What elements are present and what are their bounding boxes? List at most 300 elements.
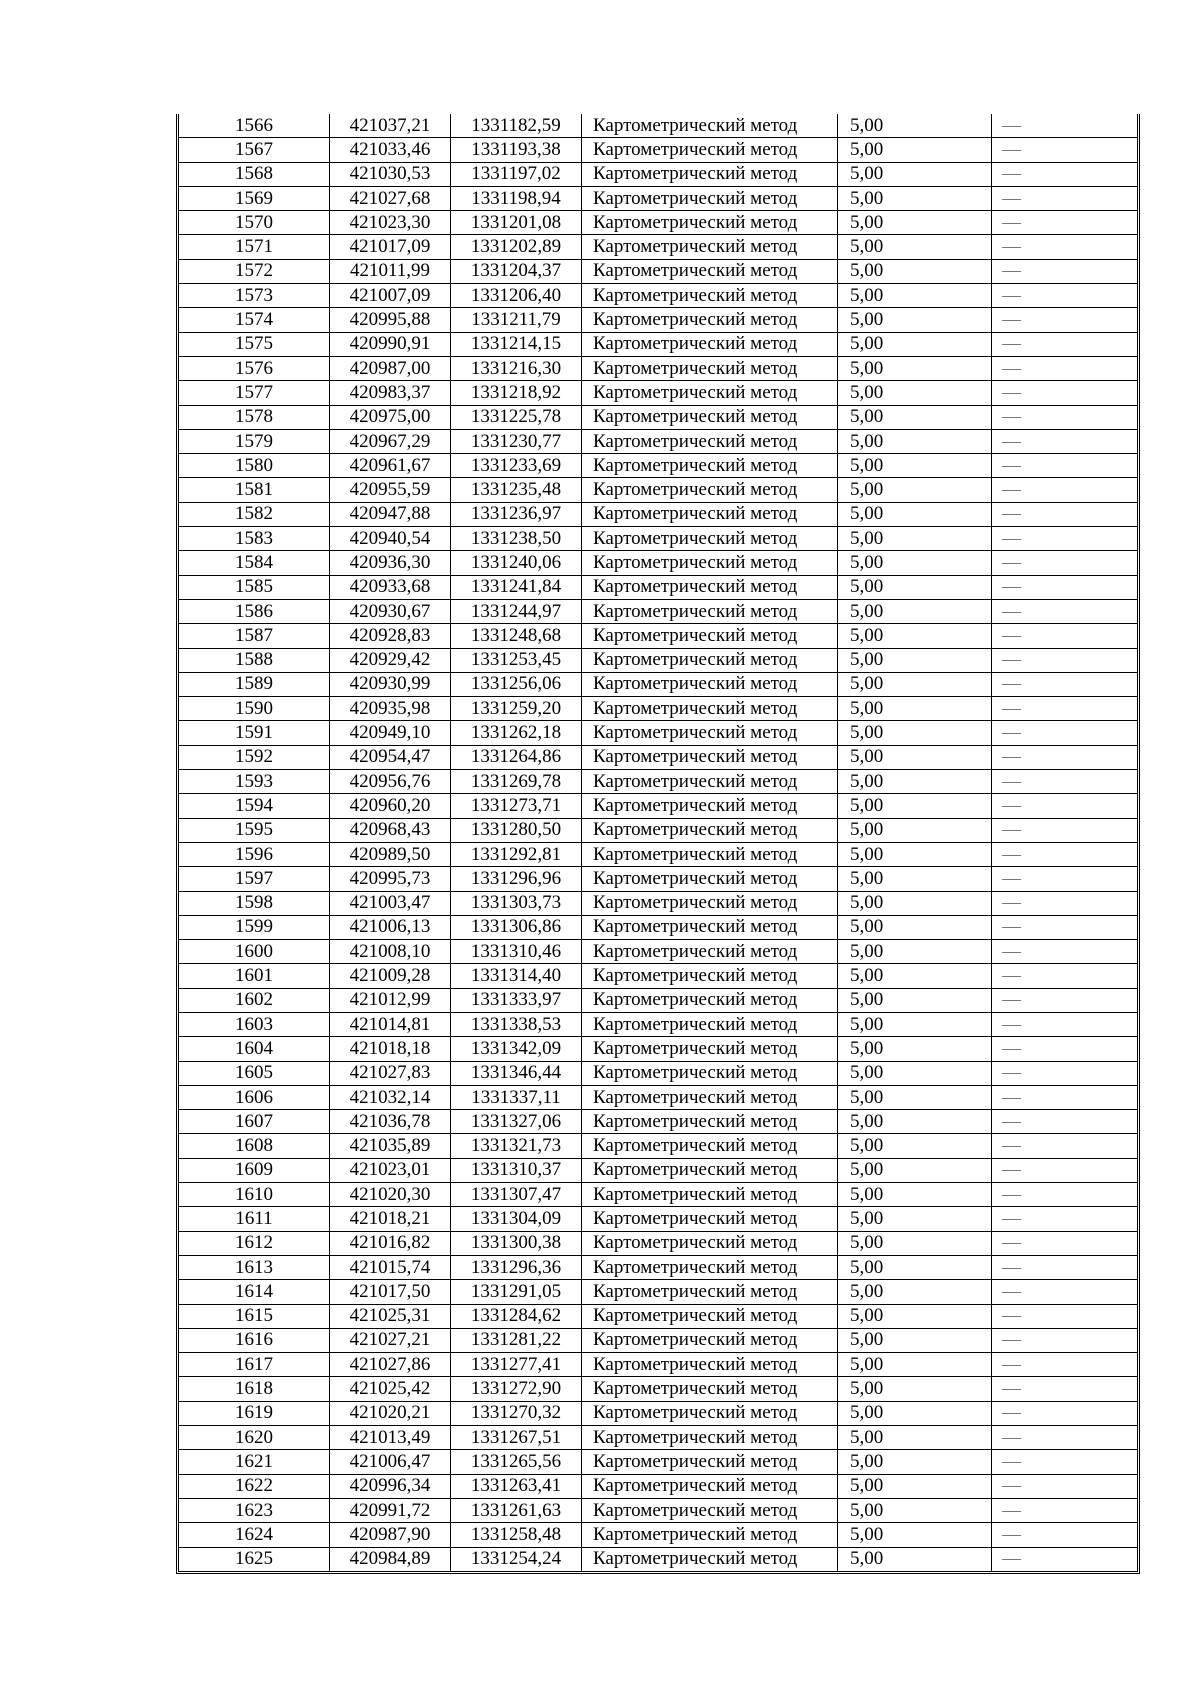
point-number-cell: 1615 bbox=[179, 1304, 330, 1328]
point-number-cell: 1611 bbox=[179, 1207, 330, 1231]
table-row bbox=[179, 1498, 1137, 1522]
accuracy-cell: 5,00 bbox=[838, 1183, 992, 1207]
accuracy-cell: 5,00 bbox=[838, 988, 992, 1012]
point-number-cell: 1599 bbox=[179, 915, 330, 939]
description-cell: — bbox=[992, 648, 1138, 672]
x-coordinate-cell: 421016,82 bbox=[330, 1231, 451, 1255]
point-number-cell: 1603 bbox=[179, 1012, 330, 1036]
x-coordinate-cell: 420936,30 bbox=[330, 551, 451, 575]
description-cell: — bbox=[992, 721, 1138, 745]
method-cell: Картометрический метод bbox=[582, 745, 838, 769]
point-number-cell: 1593 bbox=[179, 770, 330, 794]
y-coordinate-cell: 1331272,90 bbox=[451, 1377, 582, 1401]
table-row bbox=[179, 1085, 1137, 1109]
table-row bbox=[179, 940, 1137, 964]
y-coordinate-cell: 1331182,59 bbox=[451, 114, 582, 138]
x-coordinate-cell: 421020,21 bbox=[330, 1401, 451, 1425]
table-row bbox=[179, 1328, 1137, 1352]
method-cell: Картометрический метод bbox=[582, 1523, 838, 1547]
method-cell: Картометрический метод bbox=[582, 162, 838, 186]
y-coordinate-cell: 1331281,22 bbox=[451, 1328, 582, 1352]
x-coordinate-cell: 420954,47 bbox=[330, 745, 451, 769]
y-coordinate-cell: 1331258,48 bbox=[451, 1523, 582, 1547]
description-cell: — bbox=[992, 1012, 1138, 1036]
table-row bbox=[179, 891, 1137, 915]
table-row bbox=[179, 308, 1137, 332]
point-number-cell: 1587 bbox=[179, 624, 330, 648]
table-row bbox=[179, 1353, 1137, 1377]
y-coordinate-cell: 1331193,38 bbox=[451, 138, 582, 162]
accuracy-cell: 5,00 bbox=[838, 915, 992, 939]
table-row bbox=[179, 429, 1137, 453]
table-row bbox=[179, 770, 1137, 794]
point-number-cell: 1595 bbox=[179, 818, 330, 842]
point-number-cell: 1617 bbox=[179, 1353, 330, 1377]
table-row bbox=[179, 721, 1137, 745]
accuracy-cell: 5,00 bbox=[838, 551, 992, 575]
description-cell: — bbox=[992, 502, 1138, 526]
x-coordinate-cell: 420975,00 bbox=[330, 405, 451, 429]
y-coordinate-cell: 1331277,41 bbox=[451, 1353, 582, 1377]
point-number-cell: 1604 bbox=[179, 1037, 330, 1061]
x-coordinate-cell: 421037,21 bbox=[330, 114, 451, 138]
y-coordinate-cell: 1331292,81 bbox=[451, 842, 582, 866]
method-cell: Картометрический метод bbox=[582, 284, 838, 308]
point-number-cell: 1613 bbox=[179, 1255, 330, 1279]
x-coordinate-cell: 421027,86 bbox=[330, 1353, 451, 1377]
method-cell: Картометрический метод bbox=[582, 721, 838, 745]
accuracy-cell: 5,00 bbox=[838, 672, 992, 696]
y-coordinate-cell: 1331206,40 bbox=[451, 284, 582, 308]
point-number-cell: 1601 bbox=[179, 964, 330, 988]
description-cell: — bbox=[992, 1474, 1138, 1498]
y-coordinate-cell: 1331310,46 bbox=[451, 940, 582, 964]
point-number-cell: 1591 bbox=[179, 721, 330, 745]
table-row bbox=[179, 1061, 1137, 1085]
point-number-cell: 1597 bbox=[179, 867, 330, 891]
x-coordinate-cell: 420929,42 bbox=[330, 648, 451, 672]
y-coordinate-cell: 1331269,78 bbox=[451, 770, 582, 794]
description-cell: — bbox=[992, 405, 1138, 429]
x-coordinate-cell: 420956,76 bbox=[330, 770, 451, 794]
x-coordinate-cell: 421003,47 bbox=[330, 891, 451, 915]
table-row bbox=[179, 1547, 1137, 1571]
description-cell: — bbox=[992, 1255, 1138, 1279]
point-number-cell: 1583 bbox=[179, 527, 330, 551]
accuracy-cell: 5,00 bbox=[838, 381, 992, 405]
description-cell: — bbox=[992, 162, 1138, 186]
x-coordinate-cell: 421012,99 bbox=[330, 988, 451, 1012]
x-coordinate-cell: 420960,20 bbox=[330, 794, 451, 818]
point-number-cell: 1621 bbox=[179, 1450, 330, 1474]
method-cell: Картометрический метод bbox=[582, 429, 838, 453]
y-coordinate-cell: 1331327,06 bbox=[451, 1110, 582, 1134]
x-coordinate-cell: 421013,49 bbox=[330, 1426, 451, 1450]
description-cell: — bbox=[992, 1450, 1138, 1474]
method-cell: Картометрический метод bbox=[582, 454, 838, 478]
point-number-cell: 1570 bbox=[179, 211, 330, 235]
accuracy-cell: 5,00 bbox=[838, 1280, 992, 1304]
description-cell: — bbox=[992, 891, 1138, 915]
point-number-cell: 1618 bbox=[179, 1377, 330, 1401]
y-coordinate-cell: 1331346,44 bbox=[451, 1061, 582, 1085]
point-number-cell: 1600 bbox=[179, 940, 330, 964]
method-cell: Картометрический метод bbox=[582, 235, 838, 259]
point-number-cell: 1625 bbox=[179, 1547, 330, 1571]
x-coordinate-cell: 420933,68 bbox=[330, 575, 451, 599]
method-cell: Картометрический метод bbox=[582, 502, 838, 526]
x-coordinate-cell: 420987,00 bbox=[330, 356, 451, 380]
y-coordinate-cell: 1331259,20 bbox=[451, 697, 582, 721]
y-coordinate-cell: 1331238,50 bbox=[451, 527, 582, 551]
y-coordinate-cell: 1331307,47 bbox=[451, 1183, 582, 1207]
accuracy-cell: 5,00 bbox=[838, 235, 992, 259]
accuracy-cell: 5,00 bbox=[838, 964, 992, 988]
description-cell: — bbox=[992, 1547, 1138, 1571]
accuracy-cell: 5,00 bbox=[838, 332, 992, 356]
method-cell: Картометрический метод bbox=[582, 1450, 838, 1474]
table-row bbox=[179, 624, 1137, 648]
table-row bbox=[179, 356, 1137, 380]
point-number-cell: 1622 bbox=[179, 1474, 330, 1498]
accuracy-cell: 5,00 bbox=[838, 891, 992, 915]
x-coordinate-cell: 421017,09 bbox=[330, 235, 451, 259]
point-number-cell: 1579 bbox=[179, 429, 330, 453]
description-cell: — bbox=[992, 527, 1138, 551]
description-cell: — bbox=[992, 964, 1138, 988]
point-number-cell: 1576 bbox=[179, 356, 330, 380]
accuracy-cell: 5,00 bbox=[838, 1255, 992, 1279]
table-row bbox=[179, 867, 1137, 891]
x-coordinate-cell: 420935,98 bbox=[330, 697, 451, 721]
method-cell: Картометрический метод bbox=[582, 381, 838, 405]
x-coordinate-cell: 420990,91 bbox=[330, 332, 451, 356]
x-coordinate-cell: 420989,50 bbox=[330, 842, 451, 866]
point-number-cell: 1608 bbox=[179, 1134, 330, 1158]
y-coordinate-cell: 1331262,18 bbox=[451, 721, 582, 745]
method-cell: Картометрический метод bbox=[582, 988, 838, 1012]
method-cell: Картометрический метод bbox=[582, 551, 838, 575]
table-row bbox=[179, 672, 1137, 696]
description-cell: — bbox=[992, 259, 1138, 283]
description-cell: — bbox=[992, 332, 1138, 356]
y-coordinate-cell: 1331256,06 bbox=[451, 672, 582, 696]
method-cell: Картометрический метод bbox=[582, 356, 838, 380]
point-number-cell: 1573 bbox=[179, 284, 330, 308]
accuracy-cell: 5,00 bbox=[838, 940, 992, 964]
x-coordinate-cell: 420955,59 bbox=[330, 478, 451, 502]
accuracy-cell: 5,00 bbox=[838, 1498, 992, 1522]
y-coordinate-cell: 1331291,05 bbox=[451, 1280, 582, 1304]
accuracy-cell: 5,00 bbox=[838, 356, 992, 380]
table-row bbox=[179, 381, 1137, 405]
y-coordinate-cell: 1331201,08 bbox=[451, 211, 582, 235]
y-coordinate-cell: 1331235,48 bbox=[451, 478, 582, 502]
method-cell: Картометрический метод bbox=[582, 1304, 838, 1328]
table-row bbox=[179, 284, 1137, 308]
x-coordinate-cell: 421018,21 bbox=[330, 1207, 451, 1231]
y-coordinate-cell: 1331230,77 bbox=[451, 429, 582, 453]
method-cell: Картометрический метод bbox=[582, 1183, 838, 1207]
point-number-cell: 1610 bbox=[179, 1183, 330, 1207]
point-number-cell: 1620 bbox=[179, 1426, 330, 1450]
method-cell: Картометрический метод bbox=[582, 624, 838, 648]
description-cell: — bbox=[992, 794, 1138, 818]
method-cell: Картометрический метод bbox=[582, 1110, 838, 1134]
table-row bbox=[179, 745, 1137, 769]
description-cell: — bbox=[992, 842, 1138, 866]
method-cell: Картометрический метод bbox=[582, 1401, 838, 1425]
accuracy-cell: 5,00 bbox=[838, 818, 992, 842]
point-number-cell: 1575 bbox=[179, 332, 330, 356]
description-cell: — bbox=[992, 1037, 1138, 1061]
x-coordinate-cell: 420930,99 bbox=[330, 672, 451, 696]
x-coordinate-cell: 421027,68 bbox=[330, 186, 451, 210]
accuracy-cell: 5,00 bbox=[838, 599, 992, 623]
table-row bbox=[179, 332, 1137, 356]
accuracy-cell: 5,00 bbox=[838, 697, 992, 721]
method-cell: Картометрический метод bbox=[582, 1328, 838, 1352]
method-cell: Картометрический метод bbox=[582, 1207, 838, 1231]
x-coordinate-cell: 421020,30 bbox=[330, 1183, 451, 1207]
table-row bbox=[179, 988, 1137, 1012]
table-row bbox=[179, 1231, 1137, 1255]
y-coordinate-cell: 1331197,02 bbox=[451, 162, 582, 186]
accuracy-cell: 5,00 bbox=[838, 794, 992, 818]
description-cell: — bbox=[992, 1207, 1138, 1231]
x-coordinate-cell: 420940,54 bbox=[330, 527, 451, 551]
method-cell: Картометрический метод bbox=[582, 964, 838, 988]
method-cell: Картометрический метод bbox=[582, 1426, 838, 1450]
y-coordinate-cell: 1331306,86 bbox=[451, 915, 582, 939]
method-cell: Картометрический метод bbox=[582, 891, 838, 915]
method-cell: Картометрический метод bbox=[582, 1377, 838, 1401]
point-number-cell: 1614 bbox=[179, 1280, 330, 1304]
table-row bbox=[179, 1474, 1137, 1498]
method-cell: Картометрический метод bbox=[582, 186, 838, 210]
x-coordinate-cell: 421017,50 bbox=[330, 1280, 451, 1304]
y-coordinate-cell: 1331198,94 bbox=[451, 186, 582, 210]
table-row bbox=[179, 1401, 1137, 1425]
table-row bbox=[179, 1304, 1137, 1328]
accuracy-cell: 5,00 bbox=[838, 405, 992, 429]
method-cell: Картометрический метод bbox=[582, 114, 838, 138]
table-row bbox=[179, 1377, 1137, 1401]
point-number-cell: 1594 bbox=[179, 794, 330, 818]
description-cell: — bbox=[992, 1304, 1138, 1328]
description-cell: — bbox=[992, 114, 1138, 138]
y-coordinate-cell: 1331265,56 bbox=[451, 1450, 582, 1474]
table-row bbox=[179, 138, 1137, 162]
table-row bbox=[179, 964, 1137, 988]
y-coordinate-cell: 1331304,09 bbox=[451, 1207, 582, 1231]
description-cell: — bbox=[992, 1085, 1138, 1109]
y-coordinate-cell: 1331333,97 bbox=[451, 988, 582, 1012]
table-row bbox=[179, 1183, 1137, 1207]
point-number-cell: 1586 bbox=[179, 599, 330, 623]
x-coordinate-cell: 421006,47 bbox=[330, 1450, 451, 1474]
x-coordinate-cell: 421027,83 bbox=[330, 1061, 451, 1085]
x-coordinate-cell: 421035,89 bbox=[330, 1134, 451, 1158]
y-coordinate-cell: 1331264,86 bbox=[451, 745, 582, 769]
description-cell: — bbox=[992, 1183, 1138, 1207]
description-cell: — bbox=[992, 915, 1138, 939]
accuracy-cell: 5,00 bbox=[838, 648, 992, 672]
accuracy-cell: 5,00 bbox=[838, 502, 992, 526]
y-coordinate-cell: 1331263,41 bbox=[451, 1474, 582, 1498]
description-cell: — bbox=[992, 429, 1138, 453]
y-coordinate-cell: 1331261,63 bbox=[451, 1498, 582, 1522]
accuracy-cell: 5,00 bbox=[838, 1426, 992, 1450]
point-number-cell: 1616 bbox=[179, 1328, 330, 1352]
table-row bbox=[179, 405, 1137, 429]
y-coordinate-cell: 1331204,37 bbox=[451, 259, 582, 283]
description-cell: — bbox=[992, 381, 1138, 405]
description-cell: — bbox=[992, 697, 1138, 721]
x-coordinate-cell: 421011,99 bbox=[330, 259, 451, 283]
description-cell: — bbox=[992, 478, 1138, 502]
description-cell: — bbox=[992, 624, 1138, 648]
description-cell: — bbox=[992, 1061, 1138, 1085]
x-coordinate-cell: 420961,67 bbox=[330, 454, 451, 478]
method-cell: Картометрический метод bbox=[582, 1474, 838, 1498]
method-cell: Картометрический метод bbox=[582, 478, 838, 502]
description-cell: — bbox=[992, 575, 1138, 599]
description-cell: — bbox=[992, 1328, 1138, 1352]
accuracy-cell: 5,00 bbox=[838, 867, 992, 891]
method-cell: Картометрический метод bbox=[582, 332, 838, 356]
point-number-cell: 1588 bbox=[179, 648, 330, 672]
method-cell: Картометрический метод bbox=[582, 1498, 838, 1522]
method-cell: Картометрический метод bbox=[582, 599, 838, 623]
table-row bbox=[179, 1012, 1137, 1036]
accuracy-cell: 5,00 bbox=[838, 527, 992, 551]
method-cell: Картометрический метод bbox=[582, 648, 838, 672]
x-coordinate-cell: 420928,83 bbox=[330, 624, 451, 648]
y-coordinate-cell: 1331280,50 bbox=[451, 818, 582, 842]
method-cell: Картометрический метод bbox=[582, 915, 838, 939]
accuracy-cell: 5,00 bbox=[838, 1450, 992, 1474]
accuracy-cell: 5,00 bbox=[838, 259, 992, 283]
accuracy-cell: 5,00 bbox=[838, 1231, 992, 1255]
x-coordinate-cell: 421018,18 bbox=[330, 1037, 451, 1061]
accuracy-cell: 5,00 bbox=[838, 1304, 992, 1328]
method-cell: Картометрический метод bbox=[582, 842, 838, 866]
description-cell: — bbox=[992, 186, 1138, 210]
method-cell: Картометрический метод bbox=[582, 672, 838, 696]
x-coordinate-cell: 421033,46 bbox=[330, 138, 451, 162]
table-row bbox=[179, 478, 1137, 502]
x-coordinate-cell: 421008,10 bbox=[330, 940, 451, 964]
description-cell: — bbox=[992, 1280, 1138, 1304]
x-coordinate-cell: 421030,53 bbox=[330, 162, 451, 186]
x-coordinate-cell: 420947,88 bbox=[330, 502, 451, 526]
point-number-cell: 1596 bbox=[179, 842, 330, 866]
description-cell: — bbox=[992, 308, 1138, 332]
table-row bbox=[179, 114, 1137, 138]
table-row bbox=[179, 842, 1137, 866]
point-number-cell: 1582 bbox=[179, 502, 330, 526]
accuracy-cell: 5,00 bbox=[838, 1012, 992, 1036]
description-cell: — bbox=[992, 1498, 1138, 1522]
table-row bbox=[179, 186, 1137, 210]
description-cell: — bbox=[992, 1377, 1138, 1401]
accuracy-cell: 5,00 bbox=[838, 429, 992, 453]
description-cell: — bbox=[992, 745, 1138, 769]
accuracy-cell: 5,00 bbox=[838, 1401, 992, 1425]
x-coordinate-cell: 420949,10 bbox=[330, 721, 451, 745]
accuracy-cell: 5,00 bbox=[838, 1377, 992, 1401]
table-row bbox=[179, 551, 1137, 575]
point-number-cell: 1574 bbox=[179, 308, 330, 332]
point-number-cell: 1566 bbox=[179, 114, 330, 138]
table-row bbox=[179, 915, 1137, 939]
description-cell: — bbox=[992, 284, 1138, 308]
y-coordinate-cell: 1331254,24 bbox=[451, 1547, 582, 1571]
point-number-cell: 1578 bbox=[179, 405, 330, 429]
description-cell: — bbox=[992, 1523, 1138, 1547]
y-coordinate-cell: 1331216,30 bbox=[451, 356, 582, 380]
description-cell: — bbox=[992, 1353, 1138, 1377]
accuracy-cell: 5,00 bbox=[838, 1085, 992, 1109]
method-cell: Картометрический метод bbox=[582, 1037, 838, 1061]
accuracy-cell: 5,00 bbox=[838, 478, 992, 502]
accuracy-cell: 5,00 bbox=[838, 1547, 992, 1571]
y-coordinate-cell: 1331253,45 bbox=[451, 648, 582, 672]
method-cell: Картометрический метод bbox=[582, 697, 838, 721]
point-number-cell: 1567 bbox=[179, 138, 330, 162]
x-coordinate-cell: 420984,89 bbox=[330, 1547, 451, 1571]
y-coordinate-cell: 1331267,51 bbox=[451, 1426, 582, 1450]
accuracy-cell: 5,00 bbox=[838, 1328, 992, 1352]
accuracy-cell: 5,00 bbox=[838, 1110, 992, 1134]
table-row bbox=[179, 1450, 1137, 1474]
point-number-cell: 1572 bbox=[179, 259, 330, 283]
method-cell: Картометрический метод bbox=[582, 1012, 838, 1036]
accuracy-cell: 5,00 bbox=[838, 114, 992, 138]
accuracy-cell: 5,00 bbox=[838, 162, 992, 186]
x-coordinate-cell: 421015,74 bbox=[330, 1255, 451, 1279]
y-coordinate-cell: 1331233,69 bbox=[451, 454, 582, 478]
y-coordinate-cell: 1331314,40 bbox=[451, 964, 582, 988]
method-cell: Картометрический метод bbox=[582, 818, 838, 842]
point-number-cell: 1585 bbox=[179, 575, 330, 599]
y-coordinate-cell: 1331225,78 bbox=[451, 405, 582, 429]
x-coordinate-cell: 420983,37 bbox=[330, 381, 451, 405]
accuracy-cell: 5,00 bbox=[838, 284, 992, 308]
y-coordinate-cell: 1331338,53 bbox=[451, 1012, 582, 1036]
table-row bbox=[179, 1037, 1137, 1061]
table-row bbox=[179, 794, 1137, 818]
method-cell: Картометрический метод bbox=[582, 794, 838, 818]
method-cell: Картометрический метод bbox=[582, 308, 838, 332]
method-cell: Картометрический метод bbox=[582, 259, 838, 283]
y-coordinate-cell: 1331236,97 bbox=[451, 502, 582, 526]
description-cell: — bbox=[992, 988, 1138, 1012]
method-cell: Картометрический метод bbox=[582, 1061, 838, 1085]
point-number-cell: 1602 bbox=[179, 988, 330, 1012]
description-cell: — bbox=[992, 672, 1138, 696]
y-coordinate-cell: 1331303,73 bbox=[451, 891, 582, 915]
point-number-cell: 1619 bbox=[179, 1401, 330, 1425]
accuracy-cell: 5,00 bbox=[838, 186, 992, 210]
y-coordinate-cell: 1331244,97 bbox=[451, 599, 582, 623]
description-cell: — bbox=[992, 818, 1138, 842]
method-cell: Картометрический метод bbox=[582, 867, 838, 891]
accuracy-cell: 5,00 bbox=[838, 211, 992, 235]
accuracy-cell: 5,00 bbox=[838, 1353, 992, 1377]
x-coordinate-cell: 420995,73 bbox=[330, 867, 451, 891]
